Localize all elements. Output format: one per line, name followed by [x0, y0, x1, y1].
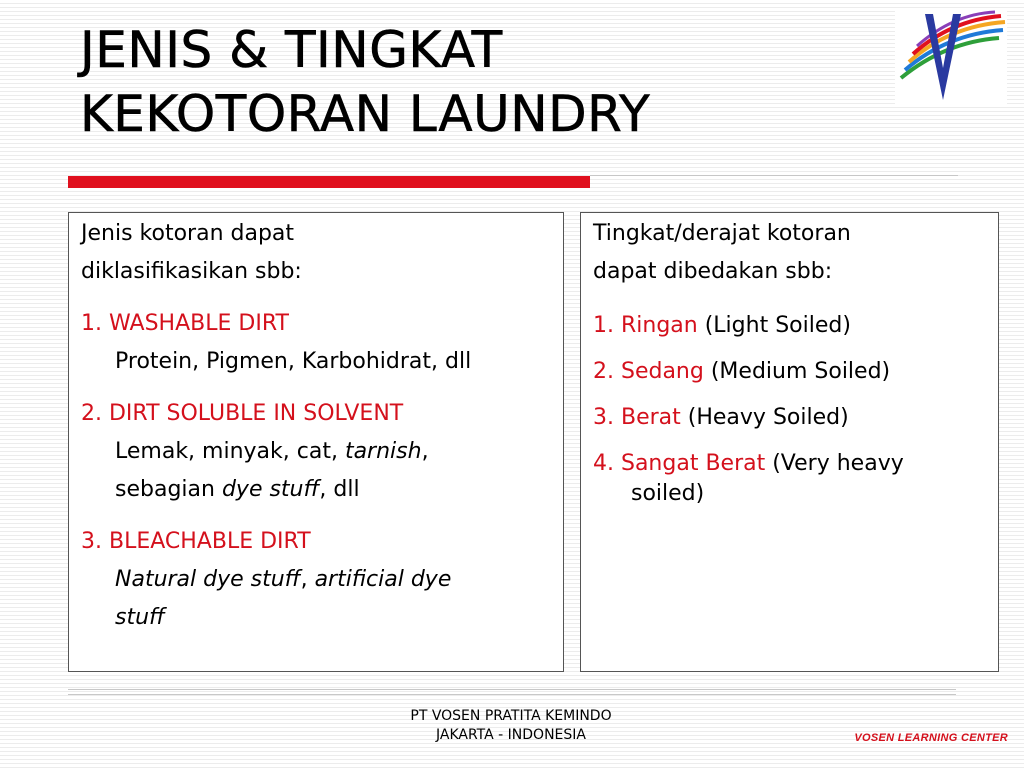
soil-levels-box — [580, 212, 999, 672]
title-underline-red — [68, 176, 590, 188]
footer-divider-2 — [68, 694, 956, 695]
soil-level-1: 1. Ringan (Light Soiled) — [593, 313, 851, 338]
slide-title-line-1: JENIS & TINGKAT — [80, 21, 503, 79]
soil-level-2: 2. Sedang (Medium Soiled) — [593, 359, 891, 384]
soil-level-3: 3. Berat (Heavy Soiled) — [593, 405, 849, 430]
footer-company-location: JAKARTA - INDONESIA — [436, 727, 586, 743]
footer-company — [311, 707, 711, 745]
soil-type-detail-3a: Natural dye stuff, artificial dye — [115, 567, 452, 592]
soil-type-heading-2: 2. DIRT SOLUBLE IN SOLVENT — [81, 401, 404, 426]
footer-divider-1 — [68, 689, 956, 690]
footer-company-name: PT VOSEN PRATITA KEMINDO — [410, 708, 612, 724]
soil-type-detail-2b: sebagian dye stuff, dll — [115, 477, 360, 502]
slide-title-line-2: KEKOTORAN LAUNDRY — [80, 85, 651, 143]
soil-level-4-cont: soiled) — [631, 481, 705, 506]
soil-level-4: 4. Sangat Berat (Very heavy — [593, 451, 904, 476]
title-underline-thin — [590, 175, 958, 176]
soil-type-heading-3: 3. BLEACHABLE DIRT — [81, 529, 311, 554]
soil-types-intro-1: Jenis kotoran dapat — [81, 221, 295, 246]
soil-type-detail-1: Protein, Pigmen, Karbohidrat, dll — [115, 349, 472, 374]
soil-type-detail-3b: stuff — [115, 605, 165, 630]
footer-brand: VOSEN LEARNING CENTER — [854, 732, 1008, 744]
soil-levels-intro-1: Tingkat/derajat kotoran — [593, 221, 851, 246]
soil-type-detail-2a: Lemak, minyak, cat, tarnish, — [115, 439, 429, 464]
soil-types-intro-2: diklasifikasikan sbb: — [81, 259, 302, 284]
soil-levels-intro-2: dapat dibedakan sbb: — [593, 259, 833, 284]
vosen-logo-icon — [895, 8, 1007, 106]
soil-types-box — [68, 212, 564, 672]
soil-type-heading-1: 1. WASHABLE DIRT — [81, 311, 289, 336]
slide-title — [80, 18, 860, 146]
